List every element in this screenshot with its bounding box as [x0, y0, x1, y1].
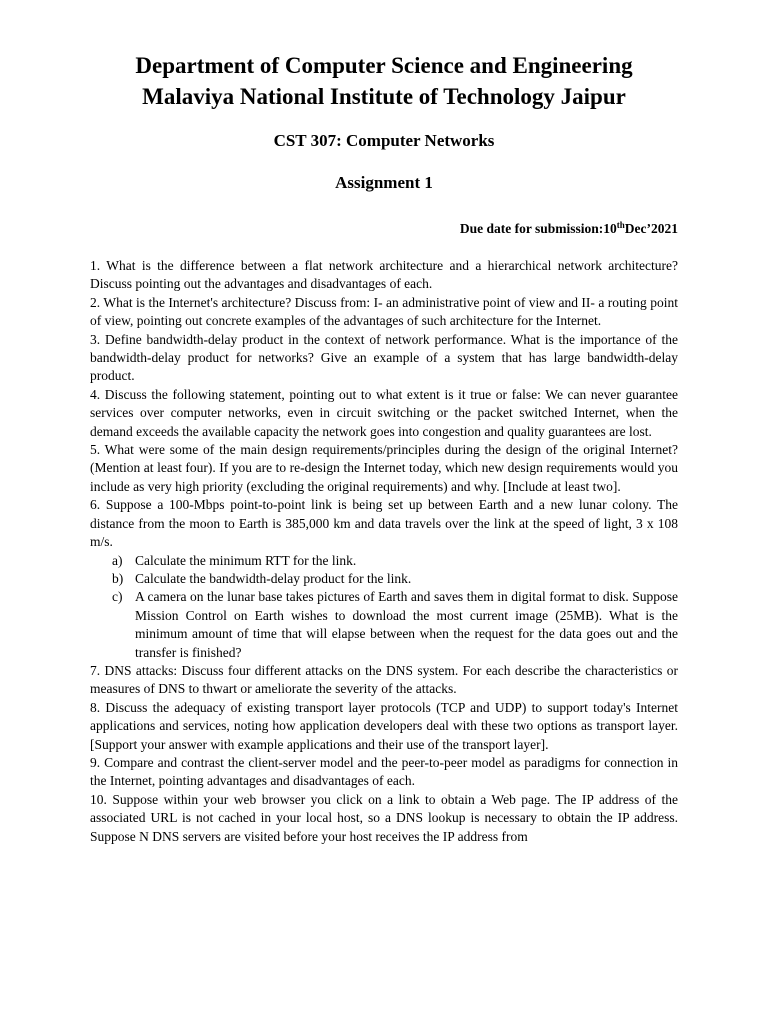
document-header: [0, 50, 768, 112]
question-6-subpart-a: [90, 552, 678, 570]
question-2: 2. What is the Internet's architecture? Discuss from: I- an administrative point of view and II- a routing point of view, pointing out concrete examples of the advantages of such architecture for the Internet.: [90, 294, 678, 329]
subpart-marker: a): [112, 552, 123, 568]
due-date-month: Dec’2021: [624, 221, 678, 236]
question-6-subpart-c: [90, 588, 678, 662]
assignment-title: Assignment 1: [335, 173, 433, 192]
subpart-text: Calculate the bandwidth-delay product for the link.: [135, 570, 412, 586]
question-8: 8. Discuss the adequacy of existing transport layer protocols (TCP and UDP) to support today's Internet applications and services, noting how application developers deal with these two options as transport layer. [Support your answer with example applications and their use of the transport layer].: [90, 699, 678, 752]
question-6-subparts: [90, 552, 678, 662]
institute-title: Malaviya National Institute of Technology Jaipur: [142, 84, 626, 109]
question-4: 4. Discuss the following statement, pointing out to what extent is it true or false: We can never guarantee services over computer networks, even in circuit switching or the packet switched Internet, when the demand exceeds the available capacity the network goes into congestion and quality guarantees are lost.: [90, 386, 678, 439]
question-10: 10. Suppose within your web browser you click on a link to obtain a Web page. The IP address of the associated URL is not cached in your local host, so a DNS lookup is necessary to obtain the IP address. Suppose N DNS servers are visited before your host receives the IP address from: [90, 791, 678, 844]
due-date: [460, 220, 678, 238]
question-6-subpart-b: [90, 570, 678, 588]
question-list: [90, 257, 678, 846]
subpart-marker: c): [112, 589, 123, 605]
question-6: 6. Suppose a 100-Mbps point-to-point link is being set up between Earth and a new lunar colony. The distance from the moon to Earth is 385,000 km and data travels over the link at the speed of light, 3 x 108 m/s.: [90, 497, 678, 550]
question-9: 9. Compare and contrast the client-server model and the peer-to-peer model as paradigms for connection in the Internet, pointing advantages and disadvantages of each.: [90, 754, 678, 789]
subpart-text: Calculate the minimum RTT for the link.: [135, 552, 357, 568]
due-date-suffix: th: [616, 220, 625, 230]
due-date-label: Due date for submission:10: [459, 221, 617, 236]
subpart-text: A camera on the lunar base takes pictures of Earth and saves them in digital format to disk. Suppose Mission Control on Earth wishes to download the most current image (25MB). What is the minimum amount of time that will elapse between when the request for the data goes out and the transfer is finished?: [135, 589, 678, 660]
subpart-marker: b): [112, 570, 124, 586]
question-7: 7. DNS attacks: Discuss four different attacks on the DNS system. For each describe the characteristics or measures of DNS to thwart or ameliorate the severity of the attacks.: [90, 662, 678, 697]
course-title: CST 307: Computer Networks: [273, 131, 495, 150]
question-3: 3. Define bandwidth-delay product in the context of network performance. What is the importance of the bandwidth-delay product for networks? Give an example of a system that has large bandwidth-delay product.: [90, 331, 678, 384]
question-5: 5. What were some of the main design requirements/principles during the design of the original Internet? (Mention at least four). If you are to re-design the Internet today, which new design requirements would you include as very high priority (excluding the original requirements) and why. [Include at least two].: [90, 442, 678, 494]
department-title: Department of Computer Science and Engineering: [135, 53, 633, 78]
question-1: 1. What is the difference between a flat network architecture and a hierarchical network architecture? Discuss pointing out the advantages and disadvantages of each.: [90, 258, 678, 292]
